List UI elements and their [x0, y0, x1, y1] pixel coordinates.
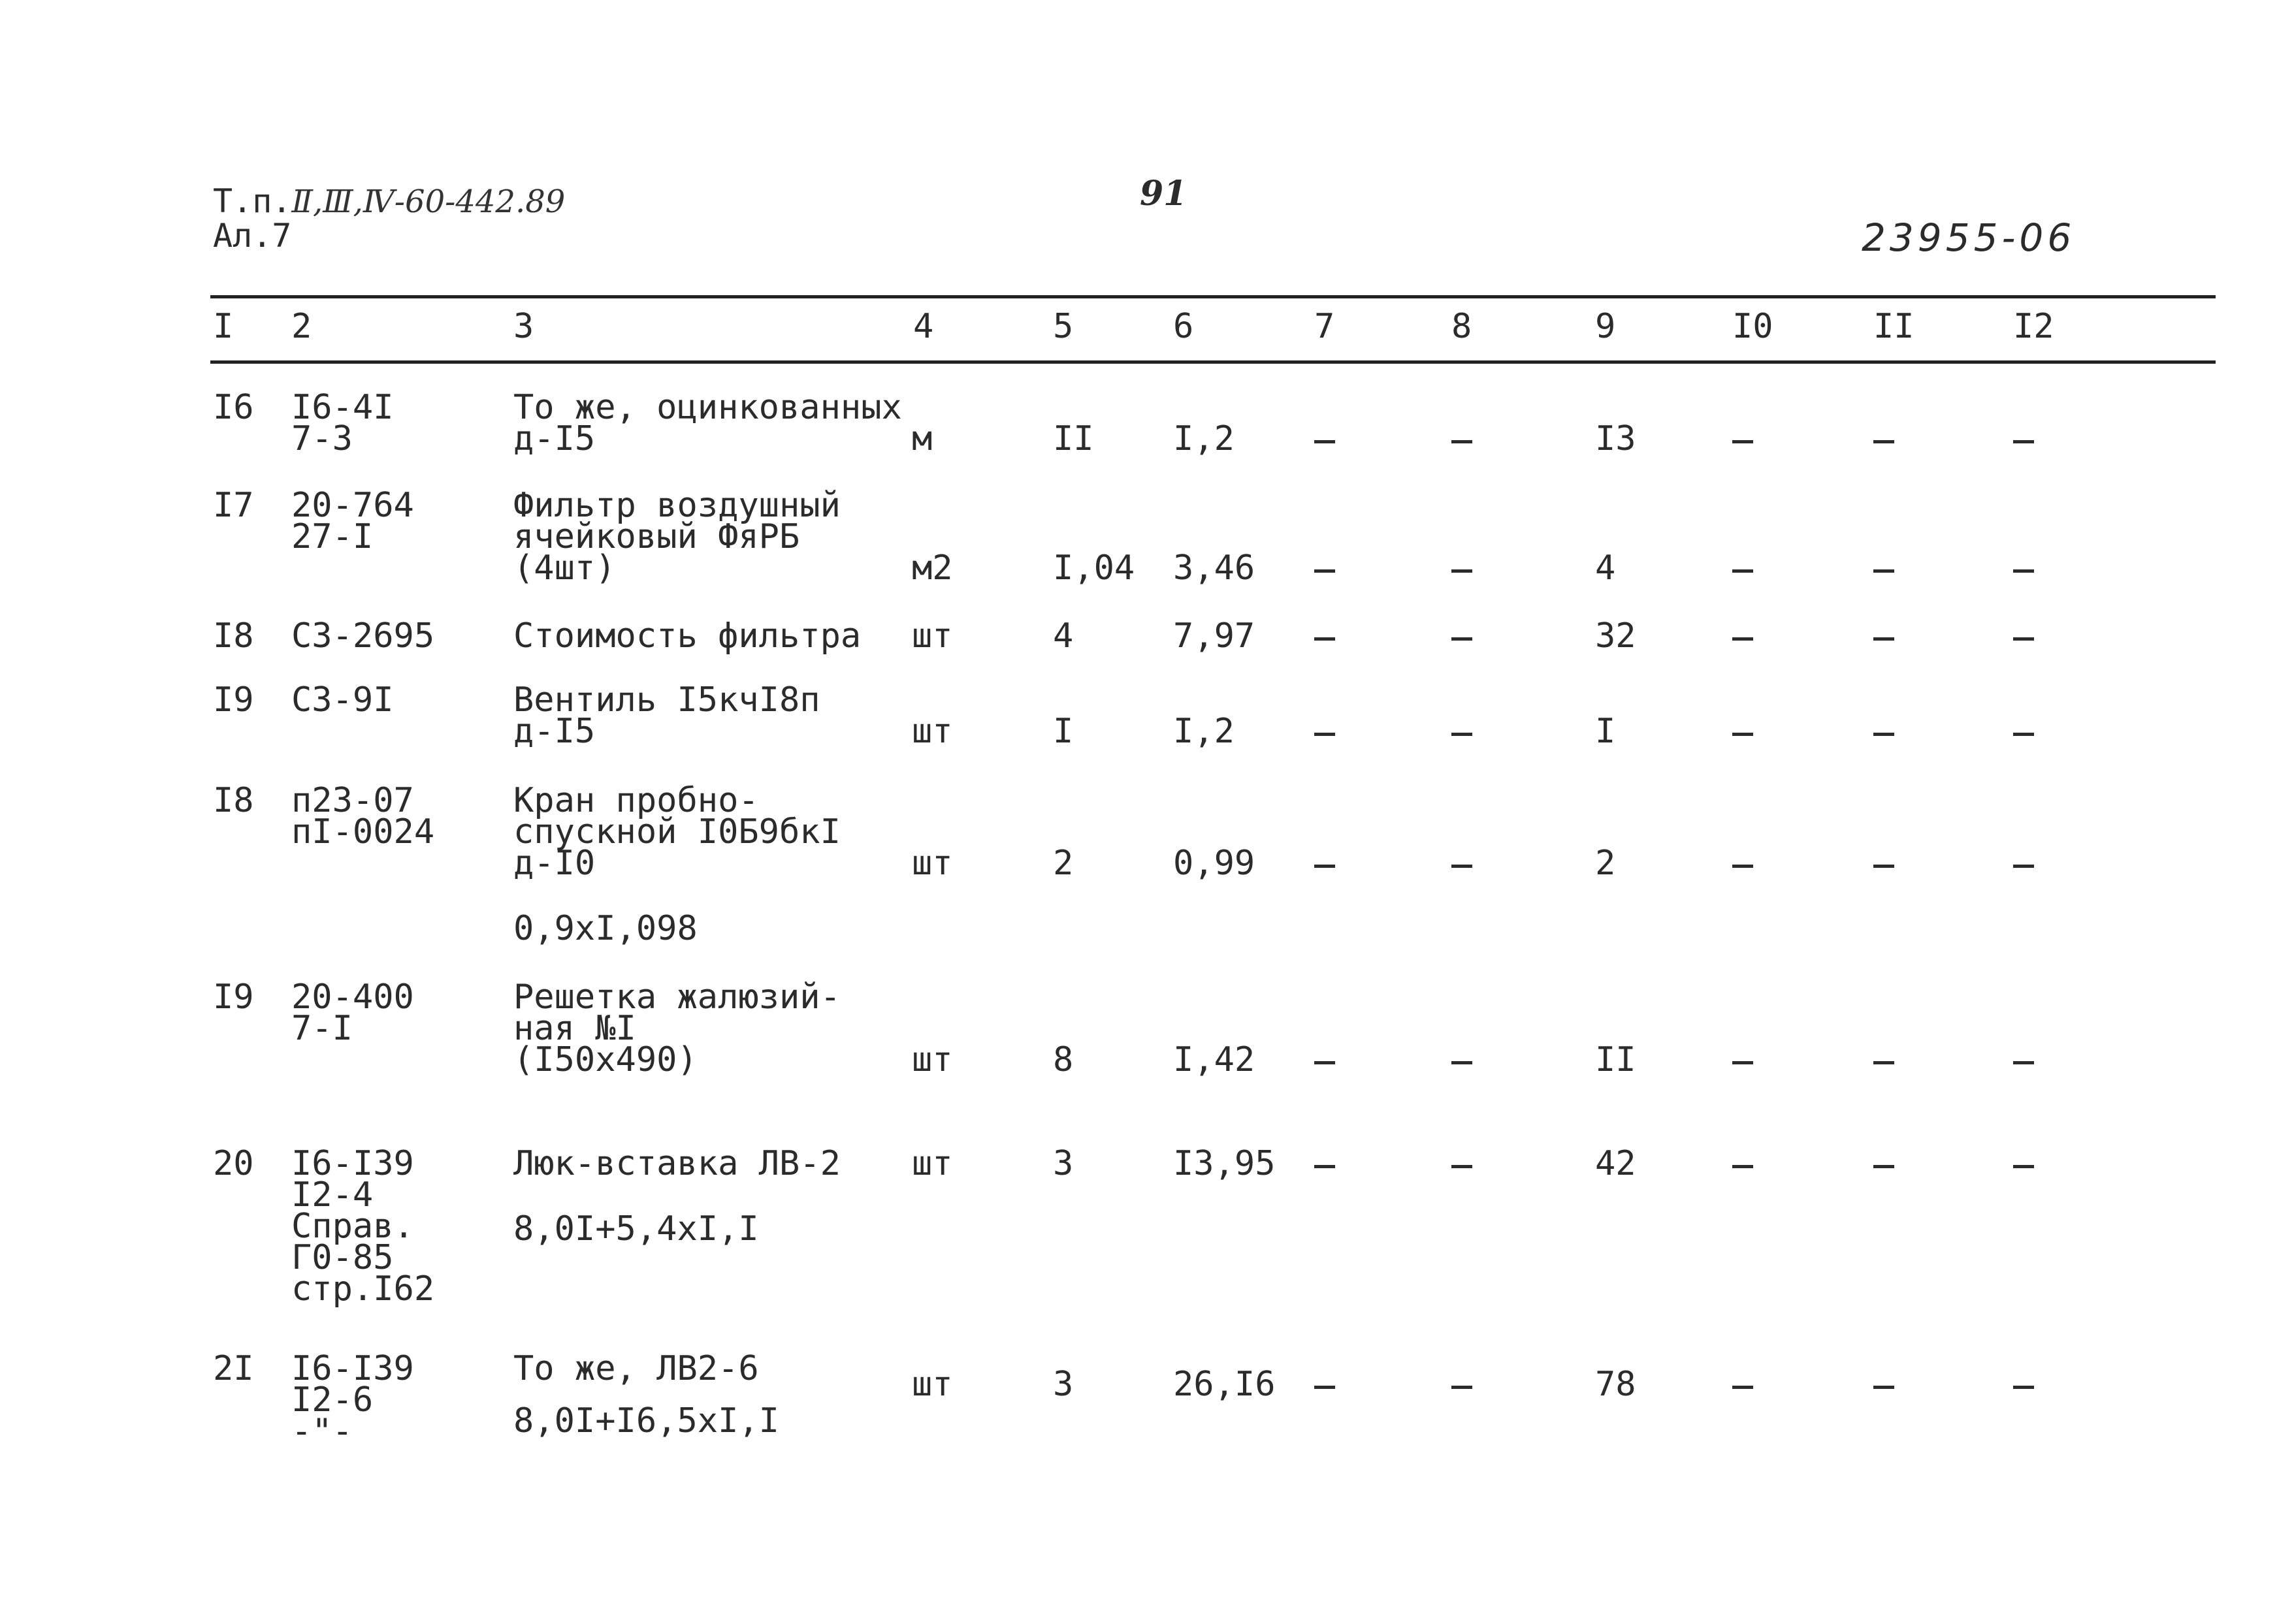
- row-code-line: I6-I39: [291, 1144, 414, 1183]
- row-c9: 78: [1595, 1365, 1636, 1404]
- row-dash-c7: [1314, 440, 1335, 443]
- row-dash-c7: [1314, 1061, 1335, 1064]
- row-dash-c8: [1451, 1061, 1472, 1064]
- row-name-line: Люк-вставка ЛВ-2: [513, 1144, 841, 1183]
- row-dash-c10: [1732, 440, 1753, 443]
- row-dash-c11: [1873, 1386, 1894, 1389]
- row-number: 2I: [213, 1349, 254, 1388]
- document-number: 23955-06: [1862, 215, 2076, 260]
- row-qty: I: [1053, 712, 1074, 751]
- row-code-line: С3-9I: [291, 680, 394, 720]
- row-dash-c10: [1732, 733, 1753, 736]
- column-header-1: I: [213, 307, 234, 346]
- row-name-line: ная №I: [513, 1009, 636, 1048]
- row-name-line: Стоимость фильтра: [513, 616, 862, 656]
- row-code-line: 7-3: [291, 419, 353, 458]
- row-qty: 8: [1053, 1040, 1074, 1079]
- column-header-12: I2: [2013, 307, 2054, 346]
- row-name-line: Фильтр воздушный: [513, 486, 841, 525]
- row-dash-c10: [1732, 1386, 1753, 1389]
- row-name-line: Вентиль I5кчI8п: [513, 680, 820, 720]
- row-code-line: I2-4: [291, 1175, 374, 1215]
- row-dash-c11: [1873, 1061, 1894, 1064]
- row-dash-c12: [2013, 569, 2034, 573]
- row-c9: I3: [1595, 419, 1636, 458]
- row-qty: 3: [1053, 1144, 1074, 1183]
- row-code-line: 20-400: [291, 978, 414, 1017]
- row-dash-c10: [1732, 569, 1753, 573]
- row-code-line: 27-I: [291, 517, 374, 556]
- row-dash-c10: [1732, 1165, 1753, 1168]
- row-name-line: Решетка жалюзий-: [513, 978, 841, 1017]
- row-note: 8,0I+I6,5хI,I: [513, 1401, 779, 1441]
- row-name-line: То же, оцинкованных: [513, 388, 902, 427]
- row-number: I9: [213, 978, 254, 1017]
- row-name-line: д-I5: [513, 712, 596, 751]
- row-unit: шт: [912, 844, 953, 883]
- row-name-line: Кран пробно-: [513, 781, 759, 820]
- document-reference: [213, 184, 565, 253]
- row-name-line: (I50х490): [513, 1040, 698, 1079]
- reference-prefix: Т.п.: [213, 182, 292, 220]
- column-header-4: 4: [913, 307, 934, 346]
- row-unit: шт: [912, 712, 953, 751]
- row-code-line: I6-4I: [291, 388, 394, 427]
- row-c9: 4: [1595, 549, 1616, 588]
- row-dash-c8: [1451, 865, 1472, 868]
- row-dash-c7: [1314, 569, 1335, 573]
- row-code-line: п23-07: [291, 781, 414, 820]
- row-c9: I: [1595, 712, 1616, 751]
- row-dash-c10: [1732, 1061, 1753, 1064]
- header-rule-top: [210, 295, 2216, 298]
- row-dash-c7: [1314, 637, 1335, 641]
- page-number: 91: [1140, 174, 1187, 214]
- row-unit: шт: [912, 1040, 953, 1079]
- row-dash-c11: [1873, 637, 1894, 641]
- row-dash-c12: [2013, 865, 2034, 868]
- column-header-11: II: [1873, 307, 1914, 346]
- row-dash-c8: [1451, 440, 1472, 443]
- row-price: 0,99: [1173, 844, 1255, 883]
- row-dash-c11: [1873, 733, 1894, 736]
- row-qty: 2: [1053, 844, 1074, 883]
- row-code-line: стр.I62: [291, 1269, 435, 1309]
- column-header-10: I0: [1732, 307, 1773, 346]
- row-c9: II: [1595, 1040, 1636, 1079]
- row-code-line: 20-764: [291, 486, 414, 525]
- row-number: I6: [213, 388, 254, 427]
- row-dash-c8: [1451, 637, 1472, 641]
- row-qty: II: [1053, 419, 1094, 458]
- row-unit: м2: [912, 549, 953, 588]
- row-price: 26,I6: [1173, 1365, 1276, 1404]
- row-dash-c12: [2013, 1386, 2034, 1389]
- row-price: I,2: [1173, 419, 1235, 458]
- row-dash-c8: [1451, 1386, 1472, 1389]
- row-qty: I,04: [1053, 549, 1135, 588]
- row-price: I,42: [1173, 1040, 1255, 1079]
- row-c9: 32: [1595, 616, 1636, 656]
- column-header-3: 3: [513, 307, 534, 346]
- row-price: 3,46: [1173, 549, 1255, 588]
- reference-series: Ⅱ,Ⅲ,Ⅳ-60-442.89: [291, 183, 566, 220]
- row-dash-c7: [1314, 1165, 1335, 1168]
- row-code-line: пI-0024: [291, 812, 435, 852]
- album-label: Ал.7: [213, 217, 292, 255]
- row-dash-c8: [1451, 733, 1472, 736]
- row-name-line: (4шт): [513, 549, 616, 588]
- row-dash-c10: [1732, 637, 1753, 641]
- row-note: 8,0I+5,4хI,I: [513, 1209, 759, 1249]
- row-dash-c7: [1314, 865, 1335, 868]
- row-c9: 42: [1595, 1144, 1636, 1183]
- row-dash-c11: [1873, 865, 1894, 868]
- row-name-line: ячейковый ФяРБ: [513, 517, 800, 556]
- row-unit: шт: [912, 1144, 953, 1183]
- row-code-line: Г0-85: [291, 1238, 394, 1277]
- column-header-2: 2: [291, 307, 312, 346]
- row-unit: шт: [912, 1365, 953, 1404]
- row-unit: м: [912, 419, 933, 458]
- row-name-line: д-I0: [513, 844, 596, 883]
- row-dash-c7: [1314, 733, 1335, 736]
- row-code-line: Справ.: [291, 1207, 414, 1246]
- row-qty: 4: [1053, 616, 1074, 656]
- row-dash-c12: [2013, 733, 2034, 736]
- row-code-line: I2-6: [291, 1380, 374, 1420]
- row-dash-c11: [1873, 1165, 1894, 1168]
- column-header-7: 7: [1314, 307, 1335, 346]
- row-qty: 3: [1053, 1365, 1074, 1404]
- header-rule-bottom: [210, 360, 2216, 364]
- column-header-8: 8: [1451, 307, 1472, 346]
- row-price: I,2: [1173, 712, 1235, 751]
- row-dash-c8: [1451, 1165, 1472, 1168]
- column-header-5: 5: [1053, 307, 1074, 346]
- row-dash-c12: [2013, 1165, 2034, 1168]
- row-dash-c7: [1314, 1386, 1335, 1389]
- column-header-6: 6: [1173, 307, 1194, 346]
- row-code-line: С3-2695: [291, 616, 435, 656]
- row-number: I9: [213, 680, 254, 720]
- row-note: 0,9хI,098: [513, 909, 698, 948]
- row-number: 20: [213, 1144, 254, 1183]
- row-name-line: д-I5: [513, 419, 596, 458]
- row-price: I3,95: [1173, 1144, 1276, 1183]
- row-dash-c11: [1873, 569, 1894, 573]
- row-number: I8: [213, 616, 254, 656]
- row-price: 7,97: [1173, 616, 1255, 656]
- column-header-9: 9: [1595, 307, 1616, 346]
- row-dash-c8: [1451, 569, 1472, 573]
- row-dash-c12: [2013, 637, 2034, 641]
- row-code-line: I6-I39: [291, 1349, 414, 1388]
- row-dash-c12: [2013, 440, 2034, 443]
- row-name-line: спускной I0Б9бкI: [513, 812, 841, 852]
- row-code-line: -"-: [291, 1412, 353, 1451]
- row-unit: шт: [912, 616, 953, 656]
- row-number: I7: [213, 486, 254, 525]
- row-dash-c12: [2013, 1061, 2034, 1064]
- row-number: I8: [213, 781, 254, 820]
- row-dash-c11: [1873, 440, 1894, 443]
- row-code-line: 7-I: [291, 1009, 353, 1048]
- row-dash-c10: [1732, 865, 1753, 868]
- row-c9: 2: [1595, 844, 1616, 883]
- row-name-line: То же, ЛВ2-6: [513, 1349, 759, 1388]
